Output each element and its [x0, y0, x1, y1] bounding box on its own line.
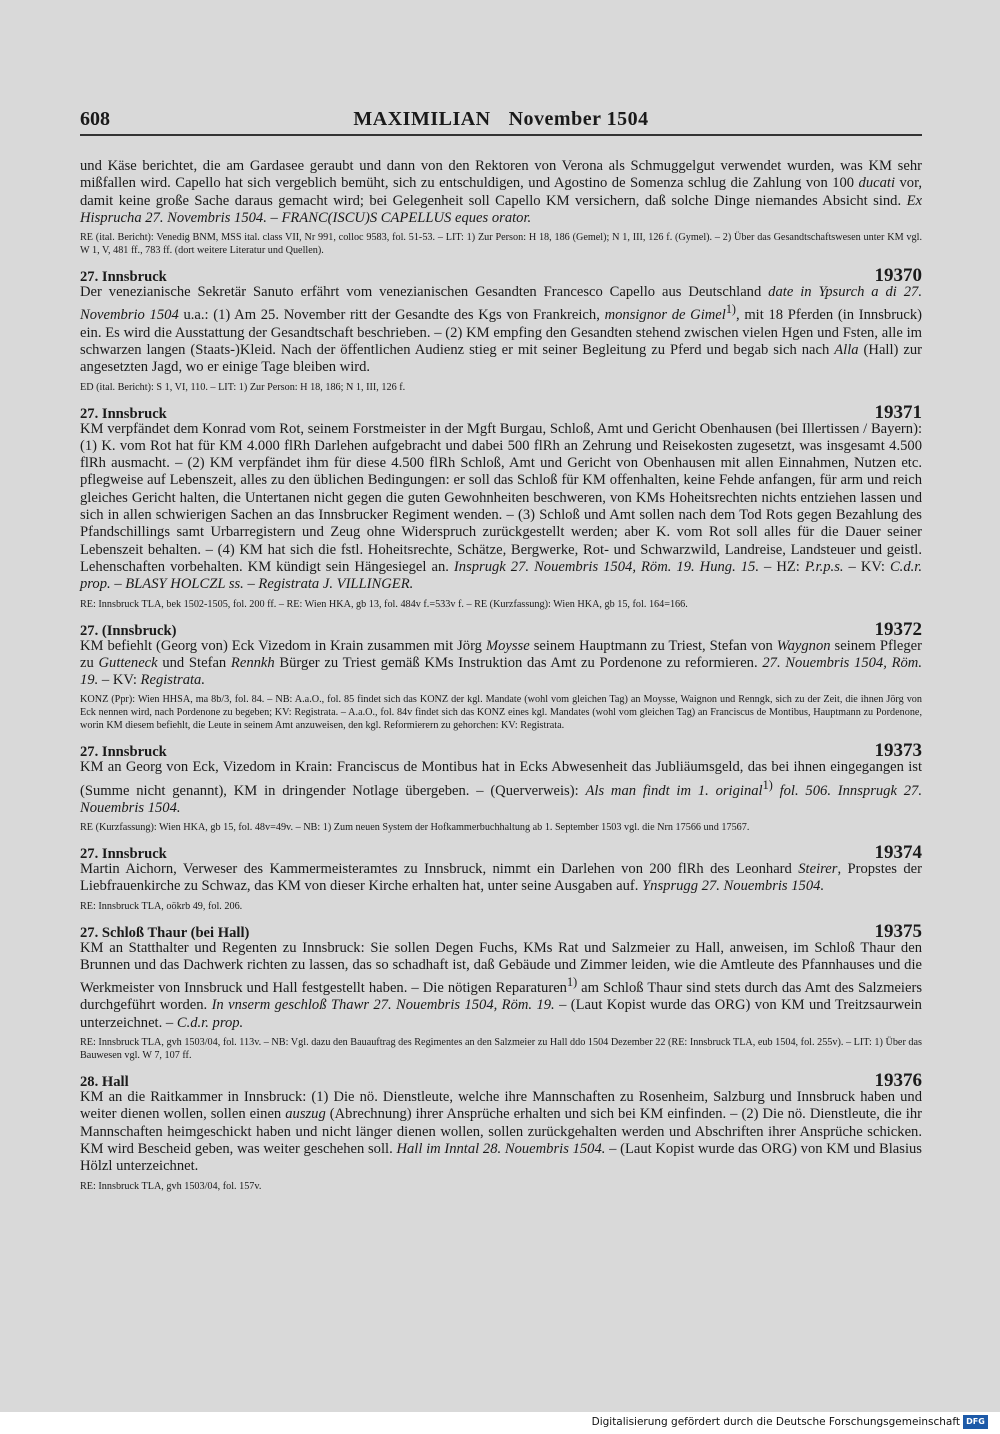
entry-text [80, 861, 922, 896]
title-date: November 1504 [508, 108, 649, 130]
entry-note: KONZ (Ppr): Wien HHSA, ma 8b/3, fol. 84. – NB: A.a.O., fol. 85 findet sich das KONZ der kgl. Mandate (wohl vom gleichen Tag) an Moysse, Waignon und Renngk, sich zu der Zeit, die ihnen Jörg von Eck nennen wird, nach Pordenone zu begeben; KV: Registrata. – A.a.O., fol. 84v findet sich das KONZ eines kgl. Mandates (wohl vom gleichen Tag) an Franciscus de Montibus, Hauptmann zu Pordenone, worin KM diesem befiehlt, die Leute in seinem Amt anzuweisen, den kgl. Reformierern zu gehorchen: KV: Registrata. [80, 694, 922, 732]
entry-number: 19371 [874, 401, 922, 423]
text-part: seinem Pfleger zu [80, 637, 922, 671]
text-part: Martin Aichorn, Verweser des Kammermeisteramtes zu Innsbruck, nimmt ein Darlehen von 200 flRh des Leonhard [80, 861, 799, 878]
italic-part: 27. Nouembris 1504, Röm. 19. [80, 654, 922, 689]
dfg-logo: DFG [963, 1415, 988, 1429]
text-part: KM an Georg von Eck, Vizedom in Krain: Franciscus de Montibus hat in Ecks Abwesenheit das Jubliäumsgeld, das bei ihnen eingegangen ist (Summe nicht genannt), KM in dringender Notlage übergeben. – (Querverweis): [80, 759, 922, 799]
entry-number: 19372 [874, 618, 922, 640]
entry-note: RE: Innsbruck TLA, gvh 1503/04, fol. 113v. – NB: Vgl. dazu den Bauauftrag des Regimentes an den Salzmeier zu Hall ddo 1504 Dezember 22 (RE: Innsbruck TLA, eub 1504, fol. 255v). – LIT: 1) Über das Bauwesen vgl. W 7, 107 ff. [80, 1037, 922, 1062]
entry-header [80, 1070, 922, 1092]
entry-19374 [80, 842, 922, 913]
entry-header [80, 265, 922, 287]
italic-part: auszug [285, 1106, 326, 1123]
entry-note: ED (ital. Bericht): S 1, VI, 110. – LIT: 1) Zur Person: H 18, 186; N 1, III, 126 f. [80, 381, 406, 393]
entry-text [80, 759, 922, 817]
intro-italic-2: Ex Hisprucha 27. Novembris 1504. – FRANC(ISCU)S CAPELLUS eques orator. [80, 192, 922, 226]
entry-header [80, 842, 922, 864]
text-part: – KV: [843, 558, 890, 575]
italic-part: In vnserm geschloß Thawr 27. Nouembris 1504, Röm. 19. [211, 997, 555, 1014]
entry-place: 27. Schloß Thaur (bei Hall) [80, 924, 250, 941]
entry-note: RE: Innsbruck TLA, bek 1502-1505, fol. 200 ff. – RE: Wien HKA, gb 13, fol. 484v f.=533v f. – RE (Kurzfassung): Wien HKA, gb 15, fol. 164=166. [80, 598, 688, 610]
text-part: KM an Statthalter und Regenten zu Innsbruck: Sie sollen Degen Fuchs, KMs Rat und Salzmeier zu Hall, anweisen, im Schloß Thaur den Brunnen und das Dachwerk richten zu lassen, das so schadhaft ist, daß Gebäude und Zimmer leiden, wie die Amtleute des Pfannhauses und die Werkmeister von Innsbruck und Hall festgestellt haben. – Die nötigen Reparaturen [80, 939, 922, 997]
footer-bar [0, 1412, 1000, 1434]
entry-text [80, 940, 922, 1032]
entry-place: 27. Innsbruck [80, 846, 167, 863]
text-part: – HZ: [759, 558, 805, 575]
running-title [80, 108, 922, 131]
italic-part: Ynsprugg 27. Nouembris 1504. [642, 878, 825, 895]
intro-note: RE (ital. Bericht): Venedig BNM, MSS ital. class VII, Nr 991, colloc 9583, fol. 51-53. – LIT: 1) Zur Person: H 18, 186 (Gemel); N 1, III, 126 f. (Gymel). – 2) Über das Gesandtschaftswesen unter KM vgl. W 1, V, 481 ff., 783 ff. (dort weitere Literatur und Quellen). [80, 232, 922, 257]
entry-header [80, 619, 922, 638]
entry-19376 [80, 1070, 922, 1192]
entry-place: 27. Innsbruck [80, 744, 167, 761]
italic-part: Steirer [798, 861, 838, 878]
italic-part: Insprugk 27. Nouembris 1504, Röm. 19. Hung. 15. [453, 558, 759, 575]
entry-number: 19374 [874, 842, 922, 864]
footnote-mark: 1) [725, 302, 736, 317]
entry-place: 27. Innsbruck [80, 269, 167, 286]
text-part: KM an die Raitkammer in Innsbruck: (1) Die nö. Dienstleute, welche ihre Mannschaften zu Rosenheim, Salzburg und Innsbruck haben und weiter dienen wollen, sollen einen [80, 1089, 922, 1123]
title-name: MAXIMILIAN [353, 108, 491, 130]
italic-part: Registrata. [140, 672, 206, 689]
text-part: u.a.: (1) Am 25. November ritt der Gesandte des Kgs von Frankreich, [178, 307, 605, 324]
footnote-mark: 1) [566, 975, 578, 990]
entry-19370 [80, 265, 922, 393]
entry-text [80, 1089, 922, 1175]
intro-italic-1: ducati [858, 175, 896, 192]
text-part: (Abrechnung) ihrer Ansprüche erhalten und sich bei KM einfinden. – (2) Die nö. Dienstleute, die ihr Mannschaften heimgeschickt haben und nicht länger dienen wollen, sollen zurückgehalten werden und Abschriften ihrer Ansprüche schicken. KM wird Bescheid geben, was weiter geschehen soll. [80, 1106, 922, 1157]
entry-note: RE: Innsbruck TLA, gvh 1503/04, fol. 157v. [80, 1180, 262, 1192]
entry-place: 28. Hall [80, 1074, 129, 1091]
entry-place: 27. Innsbruck [80, 405, 167, 422]
entry-19373 [80, 740, 922, 834]
italic-part: Waygnon [776, 637, 831, 654]
text-part: und Stefan [157, 654, 231, 671]
page-body [80, 158, 922, 1193]
entry-text [80, 638, 922, 690]
entry-19372 [80, 619, 922, 733]
italic-part: monsignor de Gimel [604, 307, 726, 324]
entry-text [80, 421, 922, 594]
italic-part: Alla [834, 341, 859, 358]
text-part: am Schloß Thaur sind stets durch das Amt des Salzmeiers durchgeführt worden. [80, 980, 922, 1014]
italic-part: fol. 506. Innsprugk 27. Nouembris 1504. [80, 782, 922, 816]
entry-header [80, 402, 922, 421]
text-part: – (Laut Kopist wurde das ORG) von KM und Treitzsaurwein unterzeichnet. – [80, 997, 922, 1031]
entry-place: 27. (Innsbruck) [80, 622, 177, 639]
entry-header [80, 740, 922, 762]
intro-continuation [80, 158, 922, 257]
intro-text-2: vor, damit keine große Sache daraus gemacht wird; bei Gelegenheit soll Capello KM versichern, daß solche Dinge niemandes Absicht sind. [80, 175, 922, 209]
text-part: Der venezianische Sekretär Sanuto erfährt vom venezianischen Gesandten Francesco Capello aus Deutschland [80, 284, 769, 301]
italic-part: Hall im Inntal 28. Nouembris 1504. [396, 1140, 606, 1157]
italic-part: Gutteneck [98, 654, 158, 671]
entry-number: 19375 [874, 920, 922, 942]
italic-part: C.d.r. prop. – BLASY HOLCZL ss. – Registrata J. VILLINGER. [80, 558, 922, 593]
header-rule [80, 134, 922, 136]
italic-part: C.d.r. prop. [176, 1014, 244, 1031]
entry-19371 [80, 402, 922, 611]
entry-number: 19376 [874, 1070, 922, 1092]
entry-19375 [80, 921, 922, 1062]
text-part: KM befiehlt (Georg von) Eck Vizedom in Krain zusammen mit Jörg [80, 637, 486, 654]
text-part: , Propstes der Liebfrauenkirche zu Schwaz, das KM von dieser Kirche erhalten hat, unter seine Ausgaben auf. [80, 861, 922, 895]
italic-part: Moysse [485, 637, 530, 654]
page-number: 608 [80, 108, 110, 130]
text-part: , mit 18 Pferden (in Innsbruck) ein. Es wird die Ausstattung der Gesandtschaft beschrieben. – (2) KM empfing den Gesandten stehend zwischen vielen Hgen und Fsten, alle im schwarzen langen (Staats-)Kleid. Nach der öffentlichen Audienz stieg er mit seiner Begleitung zu Pferd und begab sich nach [80, 307, 922, 358]
entry-note: RE: Innsbruck TLA, oökrb 49, fol. 206. [80, 900, 243, 912]
text-part: Bürger zu Triest gemäß KMs Instruktion das Amt zu Pordenone zu reformieren. [274, 654, 763, 671]
entry-number: 19373 [874, 740, 922, 762]
entry-number: 19370 [874, 265, 922, 287]
italic-part: P.r.p.s. [804, 558, 844, 575]
italic-part: Als man findt im 1. original [585, 782, 763, 799]
footer-credit: Digitalisierung gefördert durch die Deutsche Forschungsgemeinschaft [591, 1416, 960, 1428]
text-part: – (Laut Kopist wurde das ORG) von KM und Blasius Hölzl unterzeichnet. [80, 1140, 922, 1175]
italic-part: date in Ypsurch a di 27. Novembrio 1504 [80, 284, 922, 324]
intro-text-1: und Käse berichtet, die am Gardasee geraubt und dann von den Rektoren von Verona als Schmuggelgut verwendet wurden, was KM sehr mißfallen wird. Capello hat sich vergeblich bemüht, sich zu entschuldigen, und Agostino de Somenza schlug die Zahlung von 100 [80, 158, 922, 192]
intro-paragraph [80, 158, 922, 227]
italic-part: Rennkh [230, 654, 275, 671]
text-part: seinem Hauptmann zu Triest, Stefan von [529, 637, 777, 654]
text-part: KM verpfändet dem Konrad vom Rot, seinem Forstmeister in der Mgft Burgau, Schloß, Amt und Gericht Obenhausen (bei Illertissen / Bayern): (1) K. vom Rot hat für KM 4.000 flRh Darlehen aufgebracht und dabei 500 flRh an Zehrung und Reisekosten zugesetzt, was insgesamt 4.500 flRh ausmacht. – (2) KM verpfändet ihm für diese 4.500 flRh Schloß, Amt und Gericht von Obenhausen mit allen Einnahmen, Nutzen etc. pflegweise auf Lebenszeit, alles zu den üblichen Bedingungen: er soll das Schloß für KM offenhalten, keine Fehde anfangen, für arm und reich gleiches Gericht halten, die Untertanen nicht gegen die guten Gewohnheiten beschweren, von KMs Hoheitsrechten nichts entziehen lassen und sich in allen schwierigen Sachen an das Innsbrucker Regiment wenden. – (3) Schloß und Amt sollen nach dem Tod Rots gegen Bezahlung des Pfandschillings samt Urbarregistern und Zeug ohne Widerspruch zurückgestellt werden; aber K. vom Rot soll alles für die Dauer seiner Lebenszeit behalten. – (4) KM hat sich die fstl. Hoheitsrechte, Schätze, Bergwerke, Rot- und Schwarzwild, Landreise, Landsteuer und geistl. Lehenschaften vorbehalten. KM kündigt sein Hängesiegel an. [80, 420, 922, 575]
footnote-mark: 1) [762, 777, 773, 792]
entry-text [80, 284, 922, 376]
entry-header [80, 921, 922, 940]
text-part: – KV: [98, 672, 141, 689]
entry-note: RE (Kurzfassung): Wien HKA, gb 15, fol. 48v=49v. – NB: 1) Zum neuen System der Hofkammerbuchhaltung ab 1. September 1503 vgl. die Nrn 17566 und 17567. [80, 822, 750, 834]
text-part: (Hall) zur angesetzten Jagd, wo er einige Tage bleiben wird. [80, 341, 923, 376]
